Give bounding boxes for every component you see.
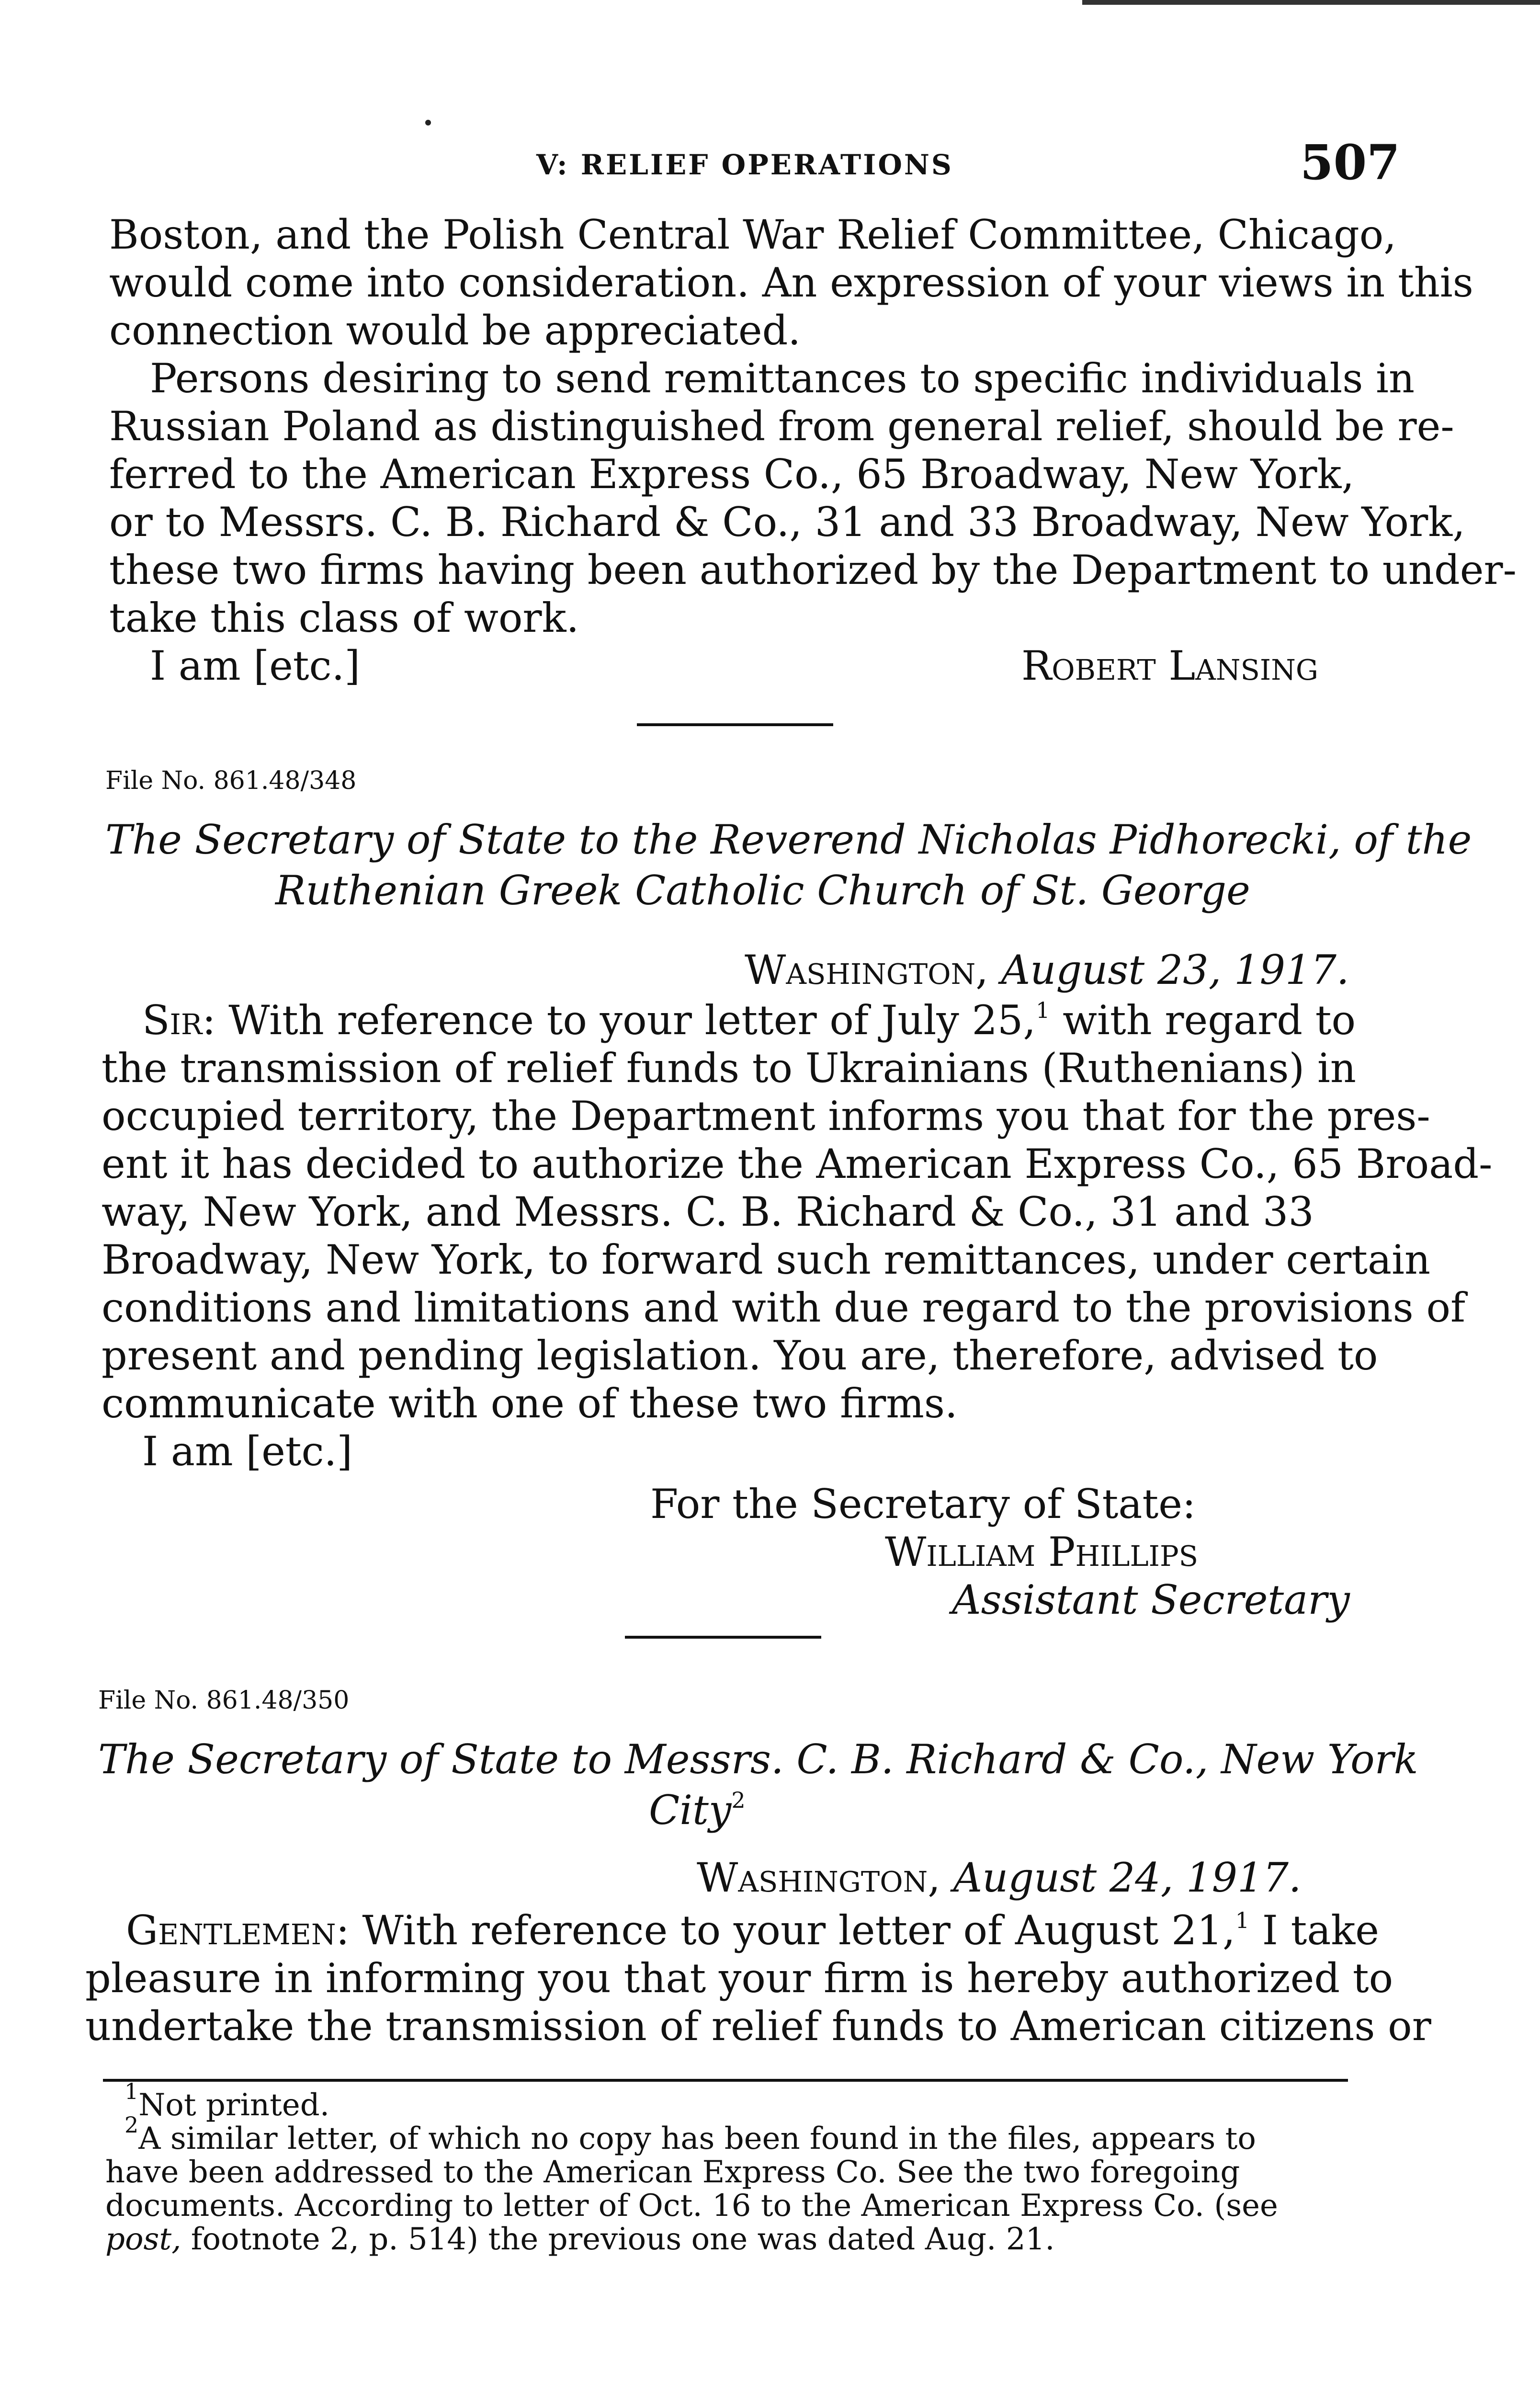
footnote-text: Not printed. <box>138 2087 330 2123</box>
closing-line <box>109 642 1373 690</box>
closing: I am [etc.] <box>142 1428 353 1475</box>
text-line: way, New York, and Messrs. C. B. Richard & Co., 31 and 33 <box>102 1188 1314 1235</box>
text-line: ent it has decided to authorize the American Express Co., 65 Broad- <box>102 1140 1493 1187</box>
letter-body <box>85 1906 1431 2050</box>
footnote-text: have been addressed to the American Express Co. See the two foregoing <box>105 2155 1240 2190</box>
dateline <box>697 1854 1367 1902</box>
letter-body <box>102 996 1493 1475</box>
salutation: Sir: <box>142 997 216 1044</box>
text-line: undertake the transmission of relief funds to American citizens or <box>85 2003 1431 2050</box>
page-number: 507 <box>1300 134 1400 191</box>
footnote-italic: post, <box>105 2222 181 2257</box>
footnote-marker: 2 <box>125 2112 139 2138</box>
document-heading: The Secretary of State to the Reverend Nicholas Pidhorecki, of the <box>105 816 1472 863</box>
text-line: these two firms having been authorized by the Department to under- <box>109 547 1517 593</box>
text-line: would come into consideration. An expression of your views in this <box>109 259 1473 306</box>
text-line: connection would be appreciated. <box>109 307 801 354</box>
running-head: V: RELIEF OPERATIONS <box>536 148 953 181</box>
signature: Robert Lansing <box>1021 642 1318 689</box>
footnote-2 <box>105 2112 1350 2156</box>
signature-block <box>650 1480 1369 1624</box>
text-line: Persons desiring to send remittances to specific individuals in <box>150 355 1415 402</box>
dateline-row <box>745 946 1367 994</box>
for-line: For the Secretary of State: <box>650 1481 1196 1528</box>
dateline <box>745 946 1367 994</box>
page-header <box>0 134 1540 201</box>
text-line <box>85 1906 1380 1954</box>
file-number: File No. 861.48/348 <box>105 766 357 795</box>
print-speck <box>425 120 431 125</box>
text-line: Broadway, New York, to forward such remittances, under certain <box>102 1236 1431 1283</box>
text-line <box>102 996 1356 1044</box>
footnotes <box>105 2078 1350 2257</box>
document-heading: The Secretary of State to Messrs. C. B. Richard & Co., New York <box>98 1736 1418 1783</box>
text-line: pleasure in informing you that your firm is hereby authorized to <box>85 1955 1393 2002</box>
document-heading: Ruthenian Greek Catholic Church of St. George <box>275 867 1250 914</box>
section-divider <box>625 1636 821 1639</box>
place: Washington, <box>745 947 988 993</box>
top-edge-rule <box>1082 0 1540 5</box>
footnote-ref: 1 <box>1036 997 1050 1023</box>
footnote-rule <box>103 2079 1348 2082</box>
text-line: Boston, and the Polish Central War Relief Committee, Chicago, <box>109 211 1397 258</box>
salutation: Gentlemen: <box>126 1907 350 1954</box>
signer: William Phillips <box>885 1528 1199 1575</box>
date: August 23, 1917. <box>1001 947 1349 993</box>
footnote-text: footnote 2, p. 514) the previous one was dated Aug. 21. <box>191 2222 1055 2257</box>
text-line: occupied territory, the Department informs you that for the pres- <box>102 1093 1430 1140</box>
file-number: File No. 861.48/350 <box>98 1686 350 1715</box>
footnote-line <box>105 2223 1350 2256</box>
footnote-1 <box>105 2078 1350 2123</box>
footnote-text: documents. According to letter of Oct. 16 to the American Express Co. (see <box>105 2188 1278 2224</box>
place: Washington, <box>697 1854 940 1901</box>
text-line: ferred to the American Express Co., 65 Broadway, New York, <box>109 451 1355 498</box>
dateline-row <box>697 1854 1367 1902</box>
text-span: I take <box>1262 1907 1380 1954</box>
text-line: the transmission of relief funds to Ukrainians (Ruthenians) in <box>102 1045 1356 1092</box>
text-line: communicate with one of these two firms. <box>102 1380 958 1427</box>
text-line: present and pending legislation. You are, therefore, advised to <box>102 1332 1378 1379</box>
footnote-text: A similar letter, of which no copy has been found in the files, appears to <box>138 2121 1256 2156</box>
footnote-ref: 2 <box>731 1787 746 1813</box>
text-span: With reference to your letter of August 21, <box>362 1907 1235 1954</box>
text-line: conditions and limitations and with due regard to the provisions of <box>102 1284 1466 1331</box>
signer-title: Assistant Secretary <box>952 1576 1350 1623</box>
text-span: With reference to your letter of July 25, <box>228 997 1036 1044</box>
letter-continuation <box>109 211 1517 690</box>
text-line: take this class of work. <box>109 594 579 641</box>
date: August 24, 1917. <box>953 1854 1302 1901</box>
text-line: Russian Poland as distinguished from general relief, should be re- <box>109 403 1454 450</box>
document-heading <box>649 1785 746 1836</box>
text-span: with regard to <box>1063 997 1356 1044</box>
footnote-ref: 1 <box>1235 1907 1249 1933</box>
closing: I am [etc.] <box>150 642 361 689</box>
section-divider <box>637 723 833 726</box>
heading-text: City <box>649 1787 732 1834</box>
text-line: or to Messrs. C. B. Richard & Co., 31 and 33 Broadway, New York, <box>109 499 1465 546</box>
footnote-marker: 1 <box>125 2078 139 2104</box>
